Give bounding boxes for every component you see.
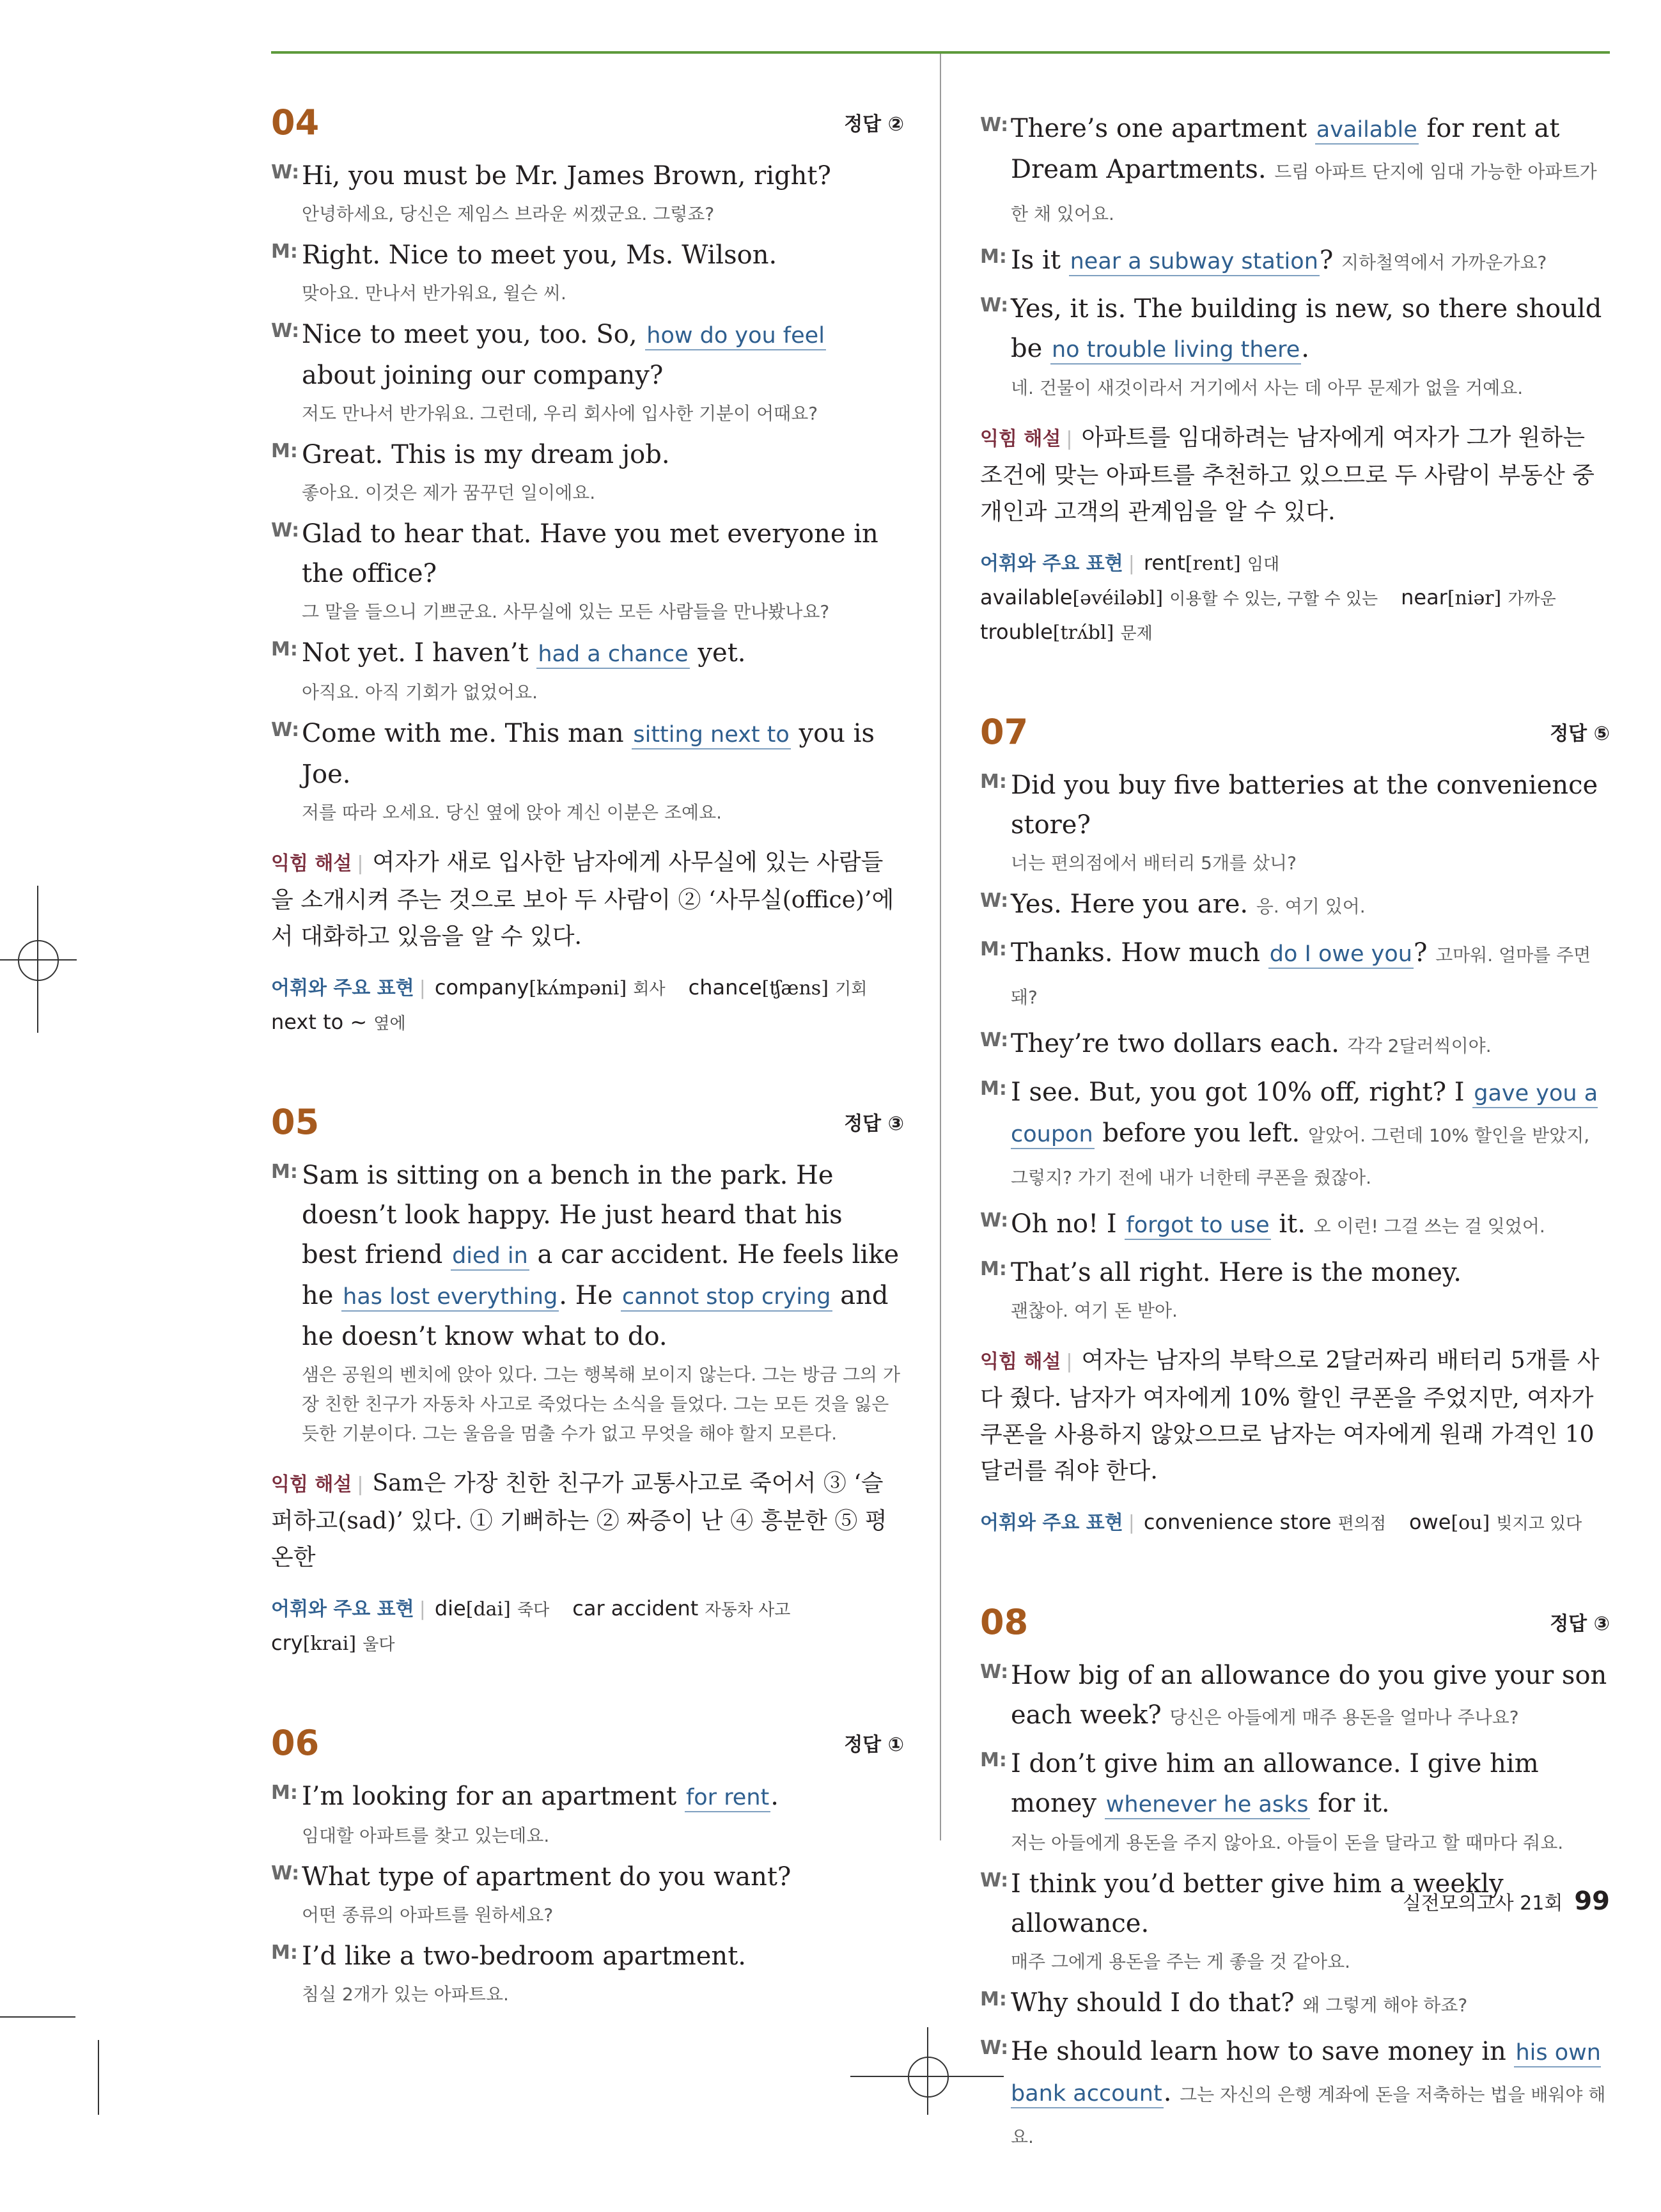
utterance-text: . [1163, 2078, 1180, 2107]
utterance [1011, 933, 1610, 1017]
vocab-pronunciation: [dai] [465, 1598, 511, 1620]
chapter-title: 실전모의고사 21회 [1402, 1892, 1563, 1915]
translation: 그는 자신의 은행 계좌에 돈을 저축하는 법을 배워야 해요. [1011, 2084, 1606, 2147]
vocab-meaning: 이용할 수 있는, 구할 수 있는 [1169, 590, 1378, 609]
blank-answer: gave you a coupon [1011, 1081, 1598, 1149]
translation: 괜찮아. 여기 돈 받아. [1011, 1300, 1178, 1321]
translation: 드림 아파트 단지에 임대 가능한 아파트가 한 채 있어요. [1011, 161, 1597, 224]
explanation-label: 익힘 해설 [980, 1351, 1061, 1373]
translation: 침실 2개가 있는 아파트요. [302, 1984, 509, 2005]
vocab-word: company [434, 975, 529, 1000]
vocabulary-label: 어휘와 주요 표현 [980, 1512, 1123, 1534]
speaker-label: W: [980, 1661, 1009, 1683]
speaker-label: W: [271, 1862, 300, 1885]
utterance-text: He should learn how to save money in [1011, 2037, 1515, 2066]
utterance-text: How big of an allowance do you give your son each week? [1011, 1661, 1607, 1730]
utterance-text: Oh no! I [1011, 1209, 1125, 1239]
page-footer [1403, 1886, 1610, 1916]
utterance-text: Did you buy five batteries at the convenience store? [1011, 771, 1598, 840]
translation: 왜 그렇게 해야 하죠? [1302, 1995, 1468, 2016]
dialogue-line [271, 235, 904, 308]
translation: 저를 따라 오세요. 당신 옆에 앉아 계신 이분은 조예요. [302, 802, 722, 823]
explanation: 익힘 해설 | 여자가 새로 입사한 남자에게 사무실에 있는 사람들을 소개시켜 주는 것으로 보아 두 사람이 ② ‘사무실(office)’에서 대화하고 있음을 알 수 있다. [271, 849, 894, 950]
explanation: 익힘 해설 | 아파트를 임대하려는 남자에게 여자가 그가 원하는 조건에 맞는 아파트를 추천하고 있으므로 두 사람이 부동산 중개인과 고객의 관계임을 알 수 있다. [980, 425, 1595, 525]
utterance [302, 714, 904, 794]
question-07 [980, 705, 1610, 1541]
dialogue-line [980, 1864, 1610, 1977]
vocab-pronunciation: [əvéiləbl] [1072, 587, 1164, 609]
vocabulary-label: 어휘와 주요 표현 [271, 977, 414, 1000]
dialogue-line [980, 109, 1610, 234]
translation: 알았어. 그런데 10% 할인을 받았지, 그렇지? 가기 전에 내가 너한테 쿠폰을 줬잖아. [1011, 1125, 1590, 1188]
explanation-label: 익힘 해설 [271, 852, 352, 875]
speaker-label: W: [271, 719, 300, 741]
utterance [1011, 1983, 1610, 2025]
utterance-text: Right. Nice to meet you, Ms. Wilson. [302, 240, 777, 270]
answer-label: 정답 ③ [1550, 1613, 1610, 1635]
speaker-label: W: [980, 2037, 1009, 2059]
blank-answer: died in [451, 1243, 529, 1271]
dialogue-line [980, 289, 1610, 403]
vocab-item [980, 581, 1378, 616]
speaker-label: M: [980, 1078, 1007, 1100]
utterance [1011, 1072, 1610, 1198]
utterance-text: . [770, 1782, 779, 1811]
vocab-item [572, 1592, 790, 1627]
vocabulary: 어휘와 주요 표현 | die[dai] 죽다 car accident 자동차 사고cry[krai] 울다 [271, 1592, 904, 1661]
utterance-text: Not yet. I haven’t [302, 638, 537, 668]
vocabulary: 어휘와 주요 표현 | rent[rent] 임대available[əvéiləbl] 이용할 수 있는, 구할 수 있는 near[niər] 가까운trouble[trʌ́bl] 문제 [980, 547, 1610, 650]
dialogue-line [271, 1857, 904, 1930]
blank-answer: has lost everything [341, 1284, 559, 1312]
speaker-label: M: [980, 1988, 1007, 2011]
vocab-meaning: 기회 [835, 980, 868, 999]
translation: 그 말을 들으니 기쁘군요. 사무실에 있는 모든 사람들을 만나봤나요? [302, 601, 830, 622]
explanation: 익힘 해설 | Sam은 가장 친한 친구가 교통사고로 죽어서 ③ ‘슬퍼하고(sad)’ 있다. ① 기뻐하는 ② 짜증이 난 ④ 흥분한 ⑤ 평온한 [271, 1470, 887, 1571]
vocab-pronunciation: [kʌ́mpəni] [529, 977, 627, 1000]
explanation-text: 여자가 새로 입사한 남자에게 사무실에 있는 사람들을 소개시켜 주는 것으로 보아 두 사람이 ② ‘사무실(office)’에서 대화하고 있음을 알 수 있다. [271, 849, 894, 950]
vocab-item [271, 1006, 406, 1040]
vocab-meaning: 편의점 [1337, 1514, 1386, 1533]
dialogue-line [980, 1204, 1610, 1246]
utterance-text: What type of apartment do you want? [302, 1862, 792, 1892]
vocab-pronunciation: [ʧæns] [761, 977, 829, 1000]
question-header [980, 705, 1610, 758]
utterance-text: Hi, you must be Mr. James Brown, right? [302, 161, 831, 191]
dialogue-line [271, 156, 904, 229]
utterance [302, 514, 904, 593]
speaker-label: W: [271, 320, 300, 342]
utterance-text: Yes. Here you are. [1011, 890, 1256, 919]
explanation-label: 익힘 해설 [980, 428, 1061, 450]
blank-answer: whenever he asks [1105, 1792, 1310, 1819]
vocab-word: next to ~ [271, 1010, 368, 1034]
vocab-meaning: 가까운 [1508, 590, 1556, 609]
speaker-label: M: [980, 246, 1007, 268]
registration-mark [18, 940, 59, 981]
question-number: 05 [271, 1101, 320, 1142]
vocab-word: convenience store [1143, 1510, 1332, 1534]
vocab-meaning: 옆에 [373, 1014, 406, 1033]
translation: 응. 여기 있어. [1256, 896, 1366, 917]
dialogue [980, 109, 1610, 403]
vocab-word: trouble [980, 620, 1053, 644]
question-06-continued [980, 109, 1610, 650]
column-divider [940, 54, 941, 1840]
vocab-item [1401, 581, 1556, 616]
speaker-label: M: [271, 1941, 298, 1964]
translation: 저도 만나서 반가워요. 그런데, 우리 회사에 입사한 기분이 어때요? [302, 403, 818, 424]
translation: 어떤 종류의 아파트를 원하세요? [302, 1904, 554, 1926]
answer-label: 정답 ② [844, 113, 904, 136]
speaker-label: W: [980, 1209, 1009, 1232]
explanation-text: 여자는 남자의 부탁으로 2달러짜리 배터리 5개를 사다 줬다. 남자가 여자에게 10% 할인 쿠폰을 주었지만, 여자가 쿠폰을 사용하지 않았으므로 남자는 여자에게 원래 가격인 10달러를 줘야 한다. [980, 1347, 1600, 1484]
vocab-meaning: 문제 [1120, 624, 1153, 643]
utterance-text: Yes, it is. The building is new, so there should be [1011, 294, 1602, 363]
translation: 지하철역에서 가까운가요? [1341, 252, 1547, 273]
blank-answer: had a chance [536, 641, 689, 669]
explanation-text: 아파트를 임대하려는 남자에게 여자가 그가 원하는 조건에 맞는 아파트를 추천하고 있으므로 두 사람이 부동산 중개인과 고객의 관계임을 알 수 있다. [980, 425, 1595, 525]
blank-answer: how do you feel [645, 323, 826, 350]
utterance [302, 1156, 904, 1356]
dialogue-line [980, 240, 1610, 283]
vocabulary: 어휘와 주요 표현 | convenience store 편의점 owe[ou] 빚지고 있다 [980, 1506, 1610, 1541]
utterance-text: There’s one apartment [1011, 114, 1315, 143]
question-05 [271, 1095, 904, 1661]
translation: 저는 아들에게 용돈을 주지 않아요. 아들이 돈을 달라고 할 때마다 줘요. [1011, 1832, 1564, 1853]
vocab-word: owe [1409, 1510, 1451, 1534]
answer-label: 정답 ③ [844, 1113, 904, 1135]
blank-answer: no trouble living there [1050, 337, 1301, 365]
dialogue-line [980, 1072, 1610, 1198]
translation: 오 이런! 그걸 쓰는 걸 잊었어. [1313, 1216, 1545, 1237]
vocab-pronunciation: [niər] [1447, 587, 1502, 609]
question-header [271, 1095, 904, 1148]
translation: 맞아요. 만나서 반가워요, 윌슨 씨. [302, 283, 566, 304]
page-number: 99 [1574, 1886, 1610, 1916]
vocab-word: die [434, 1596, 466, 1620]
dialogue-line [980, 933, 1610, 1017]
dialogue [271, 1156, 904, 1448]
vocabulary-label: 어휘와 주요 표현 [980, 553, 1123, 575]
question-08 [980, 1596, 1610, 2157]
vocab-word: car accident [572, 1596, 699, 1620]
speaker-label: W: [271, 161, 300, 184]
vocab-item [689, 971, 868, 1006]
question-06 [271, 1716, 904, 2009]
answer-label: 정답 ⑤ [1550, 723, 1610, 745]
translation: 당신은 아들에게 매주 용돈을 얼마나 주나요? [1169, 1707, 1519, 1728]
question-header [980, 1596, 1610, 1648]
question-number: 04 [271, 102, 320, 143]
utterance-text: I’d like a two-bedroom apartment. [302, 1941, 746, 1971]
vocab-item [980, 616, 1153, 650]
explanation: 익힘 해설 | 여자는 남자의 부탁으로 2달러짜리 배터리 5개를 사다 줬다. 남자가 여자에게 10% 할인 쿠폰을 주었지만, 여자가 쿠폰을 사용하지 않았으므로 남자는 여자에게 원래 가격인 10달러를 줘야 한다. [980, 1347, 1600, 1484]
dialogue-line [980, 1983, 1610, 2025]
vocab-word: available [980, 585, 1073, 609]
utterance [1011, 765, 1610, 845]
speaker-label: M: [271, 1782, 298, 1804]
utterance-text: Thanks. How much [1011, 938, 1268, 968]
vocabulary: 어휘와 주요 표현 | company[kʌ́mpəni] 회사 chance[ʧæns] 기회next to ~ 옆에 [271, 971, 904, 1040]
vocab-pronunciation: [trʌ́bl] [1052, 622, 1114, 644]
speaker-label: W: [980, 114, 1009, 136]
translation: 고마워. 얼마를 주면 돼? [1011, 945, 1591, 1008]
vocab-item [1144, 547, 1279, 581]
dialogue-line [980, 1656, 1610, 1737]
utterance [1011, 2032, 1610, 2157]
dialogue-line [271, 514, 904, 627]
vocab-pronunciation: [ou] [1451, 1512, 1490, 1534]
explanation-text: Sam은 가장 친한 친구가 교통사고로 죽어서 ③ ‘슬퍼하고(sad)’ 있다. ① 기뻐하는 ② 짜증이 난 ④ 흥분한 ⑤ 평온한 [271, 1470, 887, 1571]
blank-answer: forgot to use [1125, 1212, 1270, 1240]
utterance-text: before you left. [1094, 1118, 1308, 1148]
utterance [1011, 109, 1610, 234]
utterance-text: Great. This is my dream job. [302, 440, 670, 469]
vocabulary-label: 어휘와 주요 표현 [271, 1598, 414, 1620]
utterance [302, 435, 904, 475]
crop-mark [98, 2040, 99, 2115]
utterance-text: I think you’d better give him a weekly allowance. [1011, 1869, 1504, 1938]
blank-answer: his own bank account [1011, 2040, 1601, 2108]
translation: 너는 편의점에서 배터리 5개를 샀니? [1011, 852, 1297, 874]
dialogue-line [980, 2032, 1610, 2157]
question-number: 08 [980, 1601, 1029, 1642]
dialogue-line [980, 1253, 1610, 1326]
explanation-label: 익힘 해설 [271, 1473, 352, 1496]
vocab-word: chance [688, 975, 762, 1000]
utterance-text: ? [1319, 246, 1342, 275]
dialogue-line [271, 1936, 904, 2009]
speaker-label: M: [980, 1258, 1007, 1280]
utterance [1011, 1204, 1610, 1246]
utterance-text: . He [559, 1281, 621, 1310]
utterance-text: yet. [689, 638, 746, 668]
vocab-item [271, 1627, 395, 1661]
utterance [1011, 1024, 1610, 1066]
dialogue-line [980, 1744, 1610, 1858]
vocab-meaning: 회사 [633, 980, 666, 999]
vocab-pronunciation: [krai] [302, 1633, 357, 1655]
utterance [302, 235, 904, 275]
utterance [302, 1857, 904, 1897]
utterance-text: and he doesn’t know what to do. [302, 1281, 889, 1351]
vocab-meaning: 울다 [363, 1635, 395, 1654]
speaker-label: W: [980, 1869, 1009, 1892]
utterance [302, 633, 904, 674]
vocab-item [1144, 1506, 1386, 1541]
speaker-label: W: [271, 519, 300, 542]
dialogue-line [271, 1156, 904, 1448]
utterance-text: for it. [1309, 1789, 1390, 1818]
utterance-text: about joining our company? [302, 361, 664, 390]
speaker-label: W: [980, 294, 1009, 317]
utterance [1011, 1253, 1610, 1292]
utterance-text: you is Joe. [302, 719, 875, 789]
vocab-pronunciation: [rent] [1185, 553, 1241, 575]
translation: 임대할 아파트를 찾고 있는데요. [302, 1825, 550, 1846]
utterance-text: I don’t give him an allowance. I give him money [1011, 1749, 1539, 1818]
speaker-label: M: [271, 240, 298, 263]
dialogue [271, 156, 904, 828]
blank-answer: sitting next to [632, 722, 790, 749]
question-number: 07 [980, 711, 1029, 752]
utterance-text: ? [1413, 938, 1436, 968]
answer-label: 정답 ① [844, 1734, 904, 1756]
utterance [302, 1777, 904, 1817]
vocab-meaning: 빚지고 있다 [1496, 1514, 1582, 1533]
dialogue-line [271, 714, 904, 828]
blank-answer: cannot stop crying [621, 1284, 832, 1312]
vocab-item [1409, 1506, 1582, 1541]
utterance [302, 315, 904, 395]
speaker-label: W: [980, 1029, 1009, 1051]
crop-mark [0, 2016, 75, 2018]
translation: 아직요. 아직 기회가 없었어요. [302, 682, 538, 703]
utterance-text: Why should I do that? [1011, 1988, 1303, 2018]
dialogue-line [271, 315, 904, 428]
utterance-text: it. [1270, 1209, 1314, 1239]
translation: 좋아요. 이것은 제가 꿈꾸던 일이에요. [302, 482, 596, 503]
question-04 [271, 96, 904, 1040]
left-column [271, 96, 904, 2064]
speaker-label: M: [980, 938, 1007, 961]
speaker-label: M: [980, 771, 1007, 793]
translation: 안녕하세요, 당신은 제임스 브라운 씨겠군요. 그렇죠? [302, 203, 715, 224]
question-header [271, 1716, 904, 1769]
dialogue [980, 765, 1610, 1326]
vocab-word: near [1401, 585, 1447, 609]
translation: 네. 건물이 새것이라서 거기에서 사는 데 아무 문제가 없을 거예요. [1011, 377, 1524, 398]
utterance-text: Is it [1011, 246, 1069, 275]
utterance [1011, 884, 1610, 927]
blank-answer: for rent [685, 1785, 770, 1812]
utterance-text: Glad to hear that. Have you met everyone in the office? [302, 519, 878, 588]
utterance-text: That’s all right. Here is the money. [1011, 1258, 1462, 1287]
utterance-text: Nice to meet you, too. So, [302, 320, 646, 349]
translation: 각각 2달러씩이야. [1347, 1035, 1492, 1056]
utterance-text: Come with me. This man [302, 719, 632, 748]
utterance [1011, 289, 1610, 370]
utterance-text: Sam is sitting on a bench in the park. He doesn’t look happy. He just heard that his best friend [302, 1161, 843, 1269]
utterance-text: They’re two dollars each. [1011, 1029, 1348, 1058]
registration-mark [908, 2057, 949, 2098]
utterance-text: . [1301, 334, 1309, 363]
translation: 샘은 공원의 벤치에 앉아 있다. 그는 행복해 보이지 않는다. 그는 방금 그의 가장 친한 친구가 자동차 사고로 죽었다는 소식을 들었다. 그는 모든 것을 잃은 듯한 기분이다. 그는 울음을 멈출 수가 없고 무엇을 해야 할지 모른다. [302, 1364, 901, 1444]
blank-answer: available [1315, 117, 1419, 145]
dialogue-line [271, 435, 904, 508]
utterance [302, 1936, 904, 1976]
speaker-label: M: [271, 1161, 298, 1183]
dialogue-line [980, 765, 1610, 878]
speaker-label: M: [271, 638, 298, 661]
question-number: 06 [271, 1722, 320, 1763]
vocab-word: rent [1143, 551, 1185, 575]
utterance [1011, 1656, 1610, 1737]
vocab-item [435, 1592, 549, 1627]
blank-answer: do I owe you [1268, 941, 1414, 969]
dialogue-line [271, 1777, 904, 1851]
vocab-meaning: 임대 [1247, 555, 1280, 574]
utterance [302, 156, 904, 196]
translation: 매주 그에게 용돈을 주는 게 좋을 것 같아요. [1011, 1951, 1351, 1972]
blank-answer: near a subway station [1069, 249, 1320, 276]
dialogue [271, 1777, 904, 2009]
utterance-text: for rent at Dream Apartments. [1011, 114, 1560, 184]
speaker-label: M: [271, 440, 298, 462]
question-header [271, 96, 904, 148]
dialogue-line [980, 1024, 1610, 1066]
speaker-label: W: [980, 890, 1009, 912]
vocab-word: cry [271, 1631, 303, 1655]
utterance-text: a car accident. He feels like he [302, 1240, 900, 1310]
speaker-label: M: [980, 1749, 1007, 1771]
vocab-item [435, 971, 666, 1006]
utterance-text: I’m looking for an apartment [302, 1782, 685, 1811]
utterance [1011, 1744, 1610, 1824]
dialogue-line [980, 884, 1610, 927]
vocab-meaning: 자동차 사고 [705, 1601, 791, 1620]
utterance [1011, 240, 1610, 283]
utterance-text: I see. But, you got 10% off, right? I [1011, 1078, 1473, 1107]
vocab-meaning: 죽다 [517, 1601, 550, 1620]
dialogue-line [271, 633, 904, 707]
